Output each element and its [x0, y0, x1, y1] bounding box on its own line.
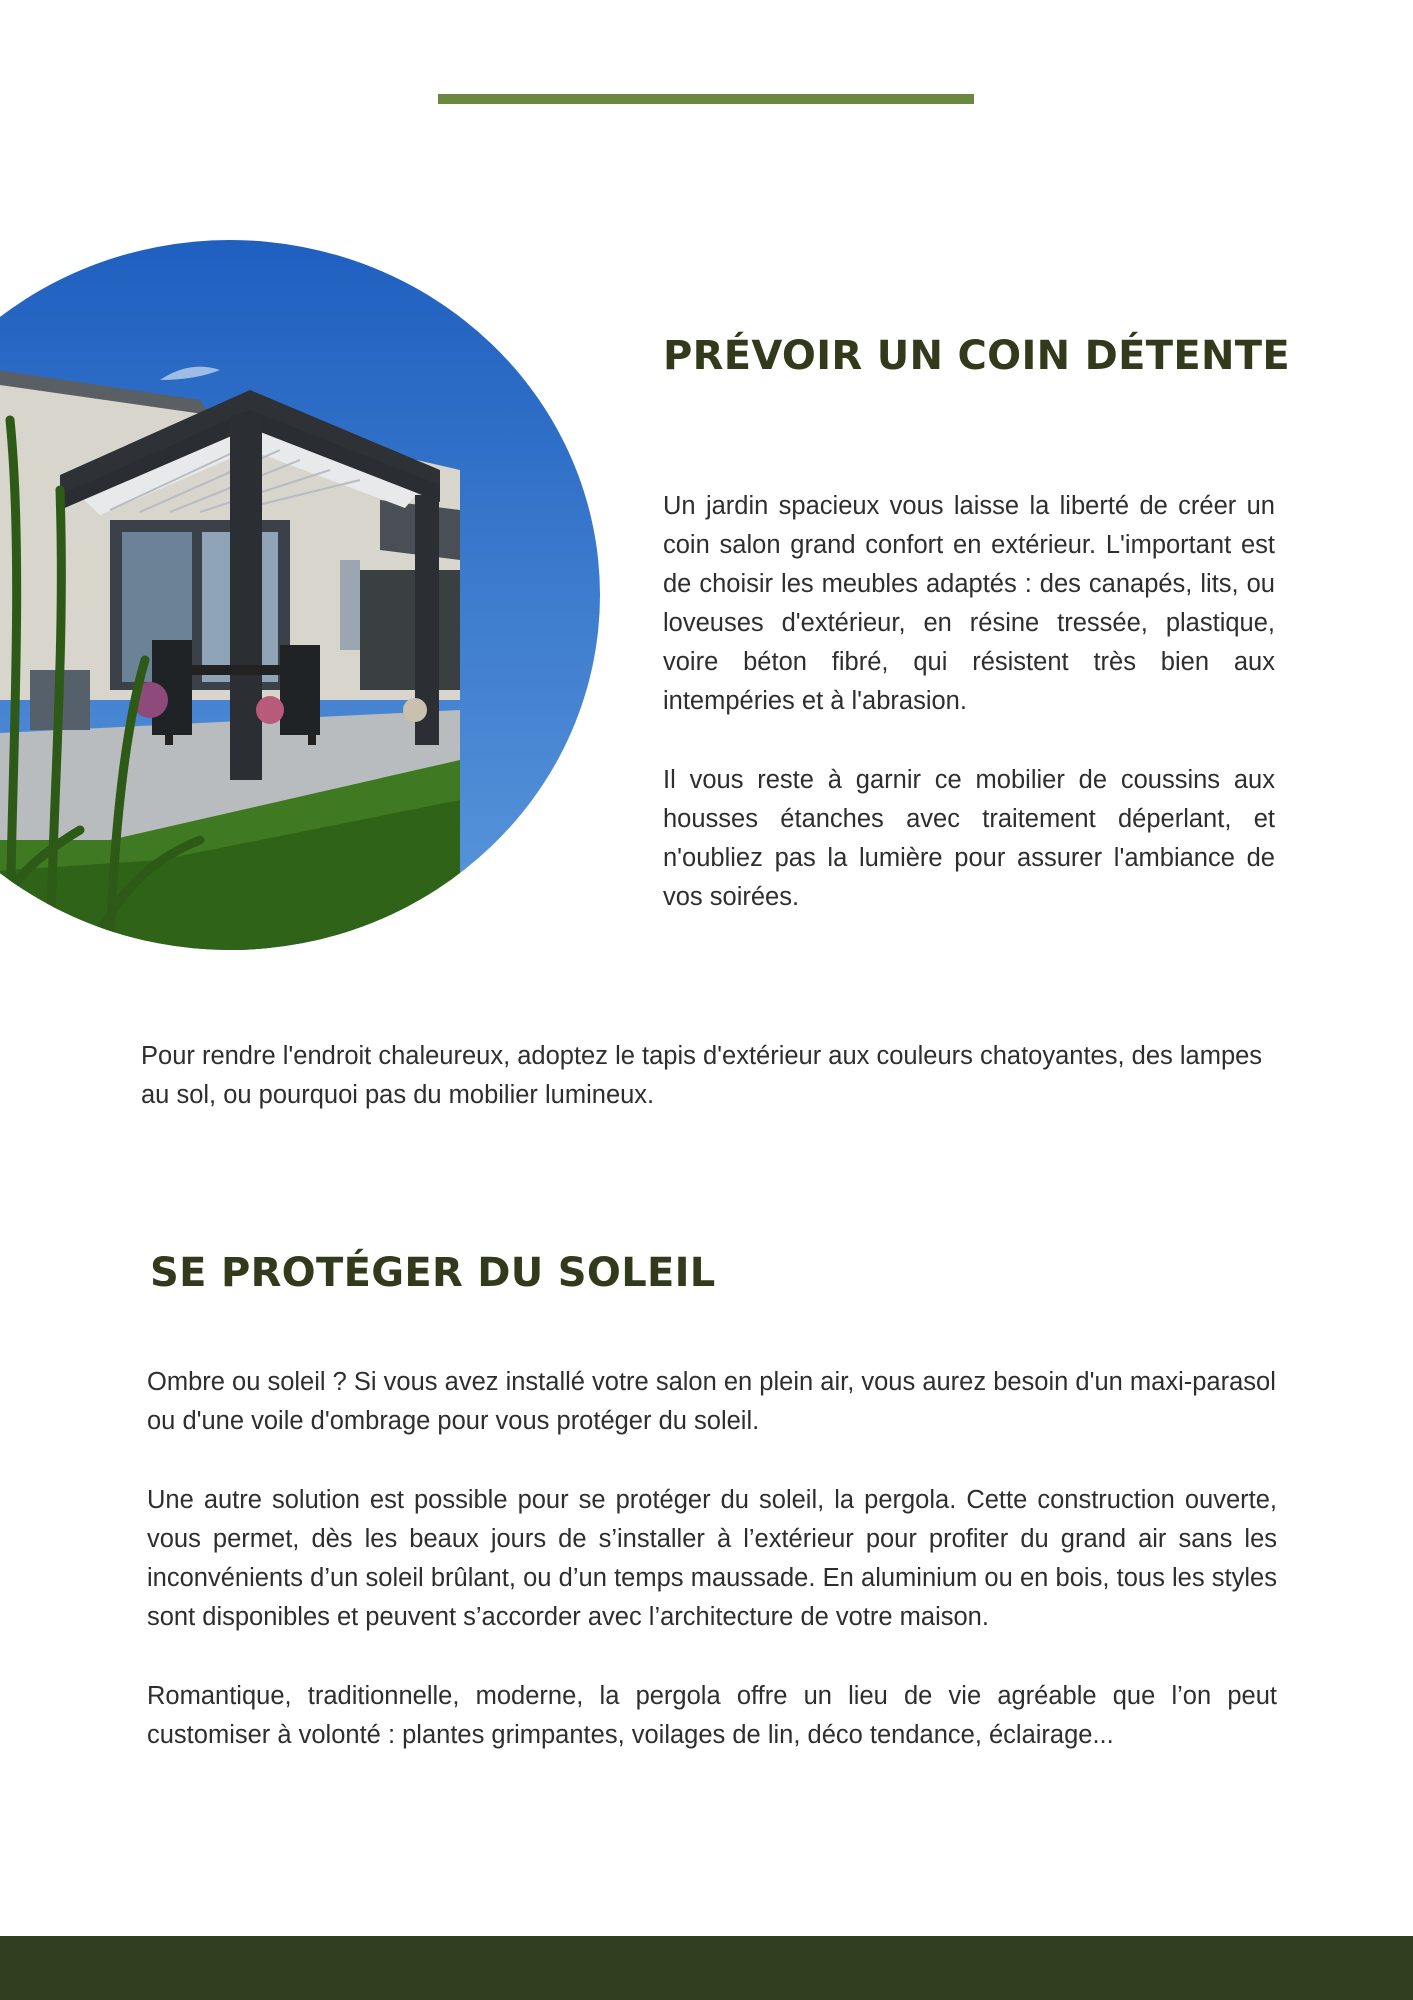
- section-heading-detente: PRÉVOIR UN COIN DÉTENTE: [663, 333, 1290, 379]
- paragraph-pergola-romantique: Romantique, traditionnelle, moderne, la pergola offre un lieu de vie agréable que l’on peut customiser à volonté : plantes grimpantes, voilages de lin, déco tendance, éclairage...: [147, 1682, 1277, 1749]
- paragraph-pergola-solution: Une autre solution est possible pour se protéger du soleil, la pergola. Cette construction ouverte, vous permet, dès les beaux jours de s’installer à l’extérieur pour profiter du grand air sans les inconvénients d’un soleil brûlant, ou d’un temps maussade. En aluminium ou en bois, tous les styles sont disponibles et peuvent s’accorder avec l’architecture de votre maison.: [147, 1486, 1277, 1631]
- pergola-terrace-photo: [0, 240, 600, 950]
- footer-band: [0, 1936, 1413, 2000]
- paragraph-endroit-chaleureux: Pour rendre l'endroit chaleureux, adoptez le tapis d'extérieur aux couleurs chatoyantes, des lampes au sol, ou pourquoi pas du mobilier lumineux.: [141, 1042, 1263, 1109]
- paragraph-coin-salon: Un jardin spacieux vous laisse la liberté de créer un coin salon grand confort en extérieur. L'important est de choisir les meubles adaptés : des canapés, lits, ou loveuses d'extérieur, en résine tressée, plastique, voire béton fibré, qui résistent très bien aux intempéries et à l'abrasion.: [663, 492, 1275, 715]
- paragraph-coussins: Il vous reste à garnir ce mobilier de coussins aux housses étanches avec traitement déperlant, et n'oubliez pas la lumière pour assurer l'ambiance de vos soirées.: [663, 766, 1275, 911]
- top-accent-rule: [438, 94, 974, 104]
- paragraph-ombre-soleil: Ombre ou soleil ? Si vous avez installé votre salon en plein air, vous aurez besoin d'un maxi-parasol ou d'une voile d'ombrage pour vous protéger du soleil.: [147, 1368, 1276, 1435]
- section-heading-soleil: SE PROTÉGER DU SOLEIL: [150, 1250, 716, 1296]
